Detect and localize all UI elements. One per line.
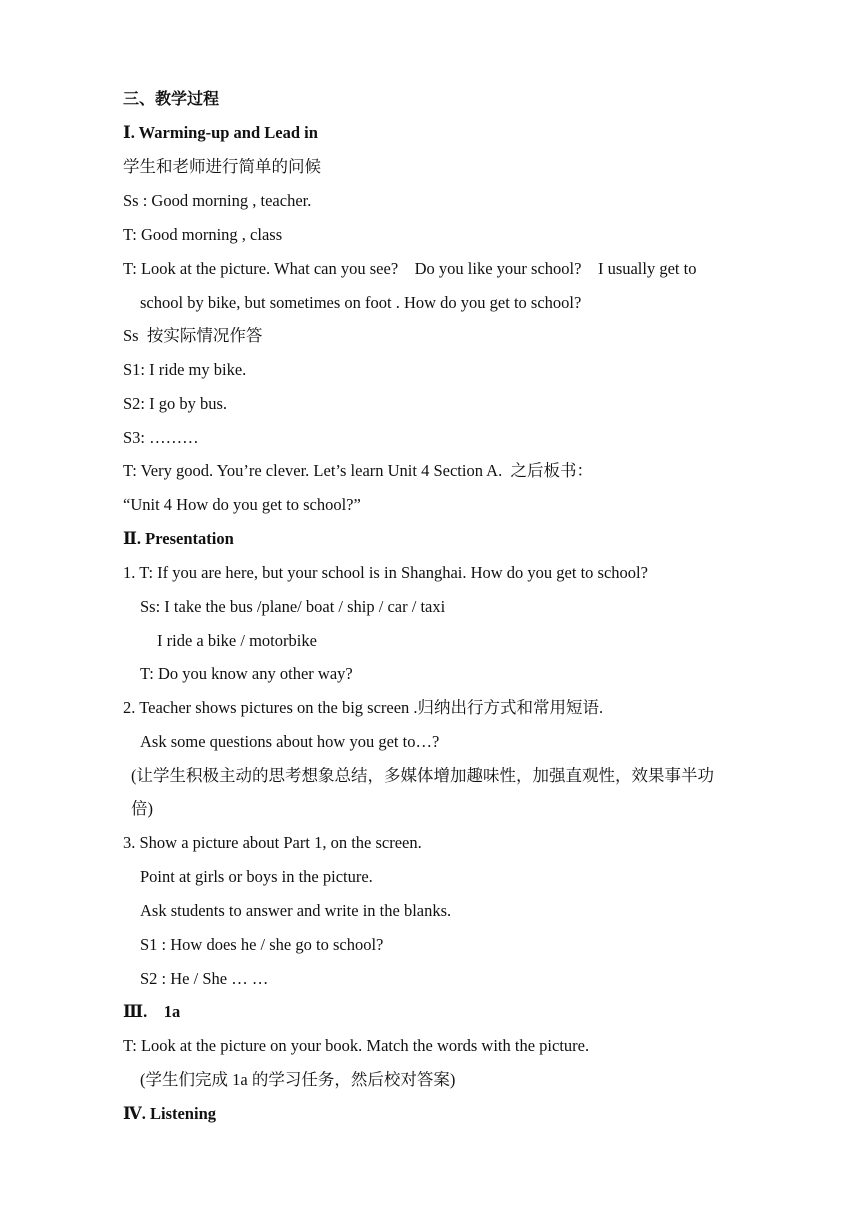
text-line: 2. Teacher shows pictures on the big screen .归纳出行方式和常用短语. (123, 698, 604, 717)
text-line: S3: ……… (123, 428, 199, 447)
text-line: school by bike, but sometimes on foot . How do you get to school? (140, 293, 582, 312)
text-line: “Unit 4 How do you get to school?” (123, 495, 361, 514)
text-line: T: Do you know any other way? (140, 664, 353, 683)
text-line: S1: I ride my bike. (123, 360, 247, 379)
text-line: 1. T: If you are here, but your school is in Shanghai. How do you get to school? (123, 563, 648, 582)
section-heading-teaching-process: 三、教学过程 (123, 89, 220, 108)
text-line: I ride a bike / motorbike (157, 631, 317, 650)
text-line: Point at girls or boys in the picture. (140, 867, 373, 886)
text-line: Ss : Good morning , teacher. (123, 191, 312, 210)
text-line: Ss 按实际情况作答 (123, 326, 263, 345)
text-line: T: Very good. You’re clever. Let’s learn Unit 4 Section A. 之后板书： (123, 461, 593, 480)
text-line: S2: I go by bus. (123, 394, 228, 413)
heading-presentation: Ⅱ. Presentation (123, 529, 234, 548)
text-line: 3. Show a picture about Part 1, on the screen. (123, 833, 422, 852)
text-line: (学生们完成 1a 的学习任务，然后校对答案) (140, 1070, 456, 1089)
text-line: T: Look at the picture on your book. Match the words with the picture. (123, 1036, 590, 1055)
text-line: Ask students to answer and write in the blanks. (140, 901, 452, 920)
text-line: T: Look at the picture. What can you see? Do you like your school? I usually get to (123, 259, 697, 278)
text-line: Ask some questions about how you get to…? (140, 732, 440, 751)
heading-1a: Ⅲ. 1a (123, 1002, 181, 1021)
text-line: S1 : How does he / she go to school? (140, 935, 384, 954)
text-line: 倍) (131, 799, 153, 818)
text-line: (让学生积极主动的思考想象总结，多媒体增加趣味性，加强直观性，效果事半功 (131, 766, 714, 785)
text-line: Ss: I take the bus /plane/ boat / ship / car / taxi (140, 597, 446, 616)
heading-listening: Ⅳ. Listening (123, 1104, 216, 1123)
text-line: S2 : He / She … … (140, 969, 269, 988)
text-line: T: Good morning , class (123, 225, 283, 244)
heading-warming-up: Ⅰ. Warming-up and Lead in (123, 123, 318, 142)
text-line: 学生和老师进行简单的问候 (123, 157, 321, 176)
